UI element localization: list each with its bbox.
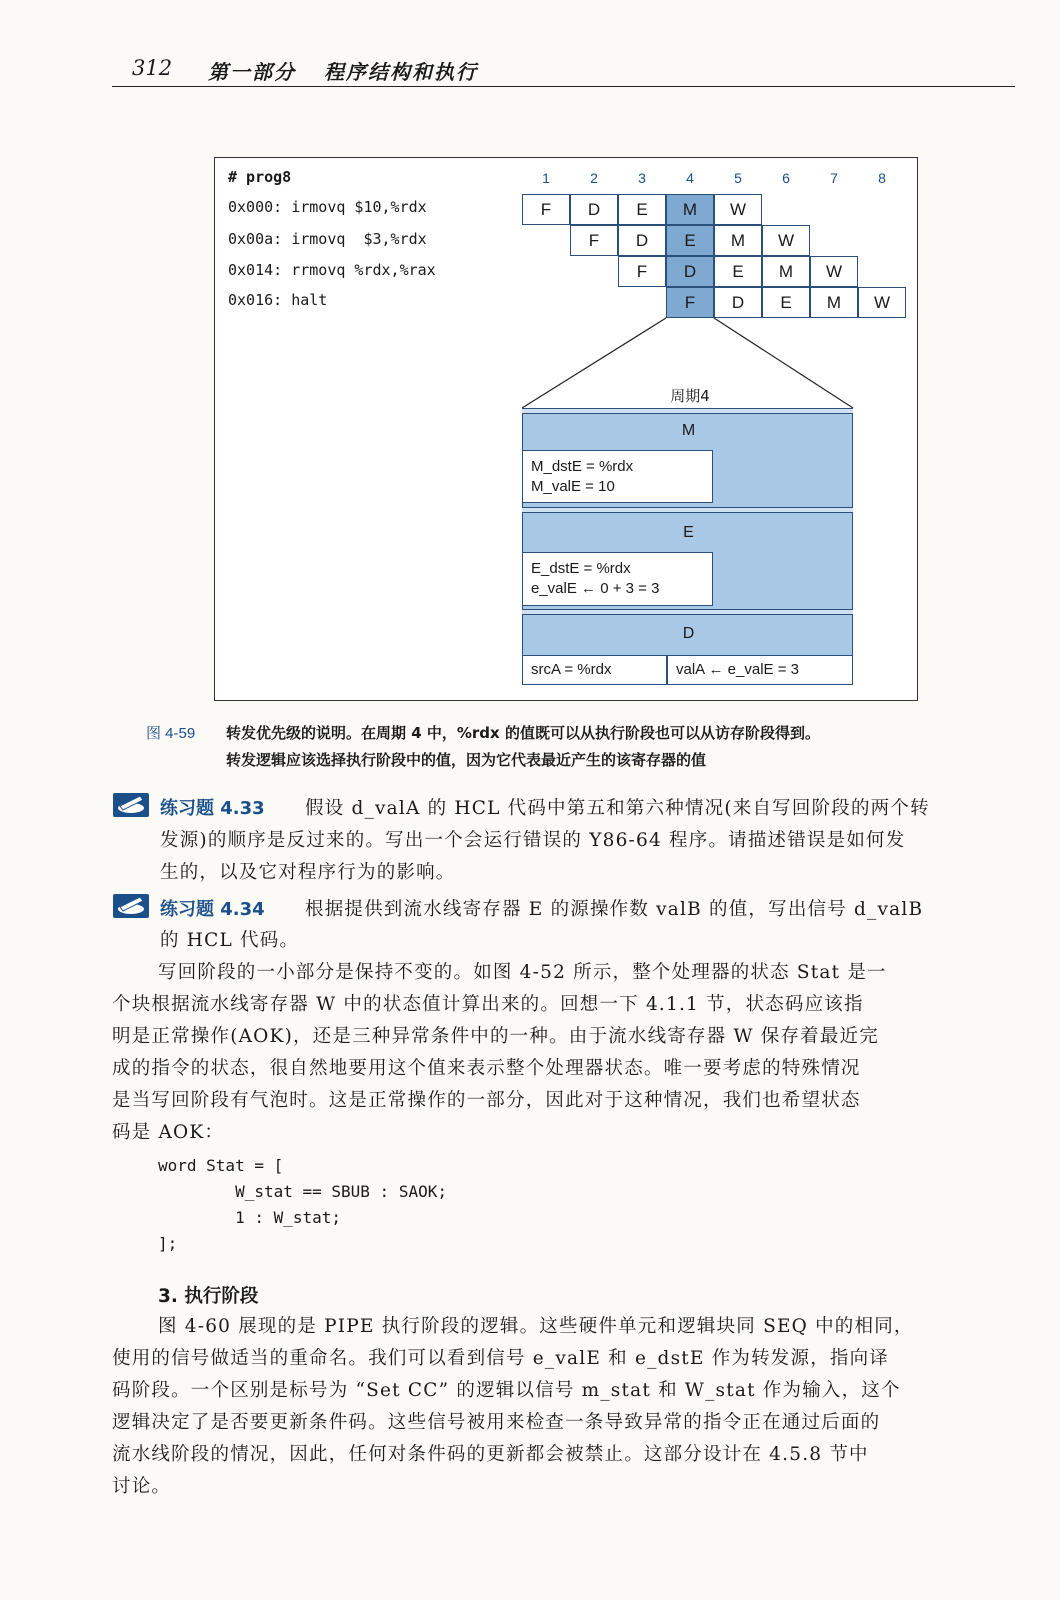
pipeline-cell: W (858, 287, 906, 318)
pipeline-cell: W (714, 194, 762, 225)
figure-number: 图 4-59 (146, 725, 196, 742)
exercise-pencil-icon (112, 893, 150, 919)
part-label: 第一部分 (208, 60, 296, 84)
srca-text: srcA = %rdx (531, 661, 612, 678)
pipeline-cell-highlight: F (666, 287, 714, 318)
cycle-number: 3 (638, 170, 646, 186)
chapter-title: 程序结构和执行 (324, 60, 478, 84)
cycle-number: 2 (590, 170, 598, 186)
pipeline-cell-highlight: D (666, 256, 714, 287)
body-text: 流水线阶段的情况，因此，任何对条件码的更新都会被禁止。这部分设计在 4.5.8 节中 (112, 1444, 869, 1465)
decode-stage-band (522, 615, 853, 655)
cycle-number: 7 (830, 170, 838, 186)
section-heading: 3. 执行阶段 (158, 1286, 259, 1307)
e-vale-text: e_valE ← 0 + 3 = 3 (531, 580, 660, 597)
body-text: 个块根据流水线寄存器 W 中的状态值计算出来的。回想一下 4.1.1 节，状态码应该指 (112, 994, 864, 1015)
page-number: 312 (132, 56, 173, 80)
zoom-title: 周期4 (670, 387, 710, 405)
pipeline-cell: F (522, 194, 570, 225)
e-register-box (522, 552, 713, 606)
body-text: 使用的信号做适当的重命名。我们可以看到信号 e_valE 和 e_dstE 作为转发源，指向译 (112, 1348, 889, 1369)
body-text: 码是 AOK： (112, 1122, 225, 1143)
pipeline-cell: D (570, 194, 618, 225)
code-block-line: W_stat == SBUB : SAOK; (158, 1182, 447, 1201)
pipeline-cell: D (618, 225, 666, 256)
exercise-text: 根据提供到流水线寄存器 E 的源操作数 valB 的值，写出信号 d_valB (305, 899, 924, 920)
pipeline-cell: W (810, 256, 858, 287)
pipeline-cell: E (762, 287, 810, 318)
code-block-line: word Stat = [ (158, 1156, 284, 1175)
exercise-pencil-icon (112, 792, 150, 818)
body-text: 讨论。 (112, 1476, 172, 1497)
code-line-5: 0x016: halt (228, 291, 328, 309)
cycle-number: 6 (782, 170, 790, 186)
header-rule (112, 86, 1015, 87)
m-register-box (522, 450, 713, 503)
exercise-text: 假设 d_valA 的 HCL 代码中第五和第六种情况(来自写回阶段的两个转 (305, 798, 930, 819)
body-text: 明是正常操作(AOK)，还是三种异常条件中的一种。由于流水线寄存器 W 保存着最近完 (112, 1026, 879, 1047)
body-text: 码阶段。一个区别是标号为 “Set CC” 的逻辑以信号 m_stat 和 W_stat 作为输入，这个 (112, 1380, 901, 1401)
code-line-3: 0x00a: irmovq $3,%rdx (228, 230, 427, 248)
exercise-label-4-34: 练习题 4.34 (160, 899, 265, 920)
stage-label-d: D (682, 625, 695, 642)
exercise-label-4-33: 练习题 4.33 (160, 798, 265, 819)
pipeline-cell: M (762, 256, 810, 287)
cycle-number: 1 (542, 170, 550, 186)
cycle-number: 8 (878, 170, 886, 186)
stage-label-e: E (683, 524, 694, 541)
exercise-text: 的 HCL 代码。 (160, 930, 300, 951)
code-block-line: 1 : W_stat; (158, 1208, 342, 1227)
pipeline-cell: F (570, 225, 618, 256)
pipeline-cell-highlight: E (666, 225, 714, 256)
caption-line-2: 转发逻辑应该选择执行阶段中的值，因为它代表最近产生的该寄存器的值 (226, 751, 707, 769)
code-line-1: # prog8 (228, 168, 292, 186)
vala-box (667, 655, 853, 685)
pipeline-cell: W (762, 225, 810, 256)
pipeline-cell: D (714, 287, 762, 318)
pipeline-cell-highlight: M (666, 194, 714, 225)
caption-line-1: 转发优先级的说明。在周期 4 中，%rdx 的值既可以从执行阶段也可以从访存阶段得到。 (226, 724, 820, 742)
pipeline-cell: E (618, 194, 666, 225)
body-text: 成的指令的状态，很自然地要用这个值来表示整个处理器状态。唯一要考虑的特殊情况 (112, 1058, 861, 1079)
cycle-number: 5 (734, 170, 742, 186)
pipeline-cell: M (714, 225, 762, 256)
exercise-text: 生的，以及它对程序行为的影响。 (160, 862, 456, 883)
pipeline-cell: F (618, 256, 666, 287)
body-text: 是当写回阶段有气泡时。这是正常操作的一部分，因此对于这种情况，我们也希望状态 (112, 1090, 861, 1111)
m-vale-text: M_valE = 10 (531, 478, 615, 495)
srca-box (522, 655, 667, 685)
vala-text: valA ← e_valE = 3 (676, 661, 799, 678)
body-text: 逻辑决定了是否要更新条件码。这些信号被用来检查一条导致异常的指令正在通过后面的 (112, 1412, 881, 1433)
cycle-number: 4 (686, 170, 694, 186)
m-dste-text: M_dstE = %rdx (531, 458, 634, 475)
pipeline-cell: E (714, 256, 762, 287)
code-block-line: ]; (158, 1234, 178, 1253)
pipeline-cell: M (810, 287, 858, 318)
stage-label-m: M (681, 422, 696, 439)
body-text: 图 4-60 展现的是 PIPE 执行阶段的逻辑。这些硬件单元和逻辑块同 SEQ 中的相同， (158, 1316, 914, 1337)
body-text: 写回阶段的一小部分是保持不变的。如图 4-52 所示，整个处理器的状态 Stat 是一 (158, 962, 887, 983)
exercise-text: 发源)的顺序是反过来的。写出一个会运行错误的 Y86-64 程序。请描述错误是如何发 (160, 830, 906, 851)
code-line-4: 0x014: rrmovq %rdx,%rax (228, 261, 436, 279)
e-dste-text: E_dstE = %rdx (531, 560, 631, 577)
code-line-2: 0x000: irmovq $10,%rdx (228, 198, 427, 216)
